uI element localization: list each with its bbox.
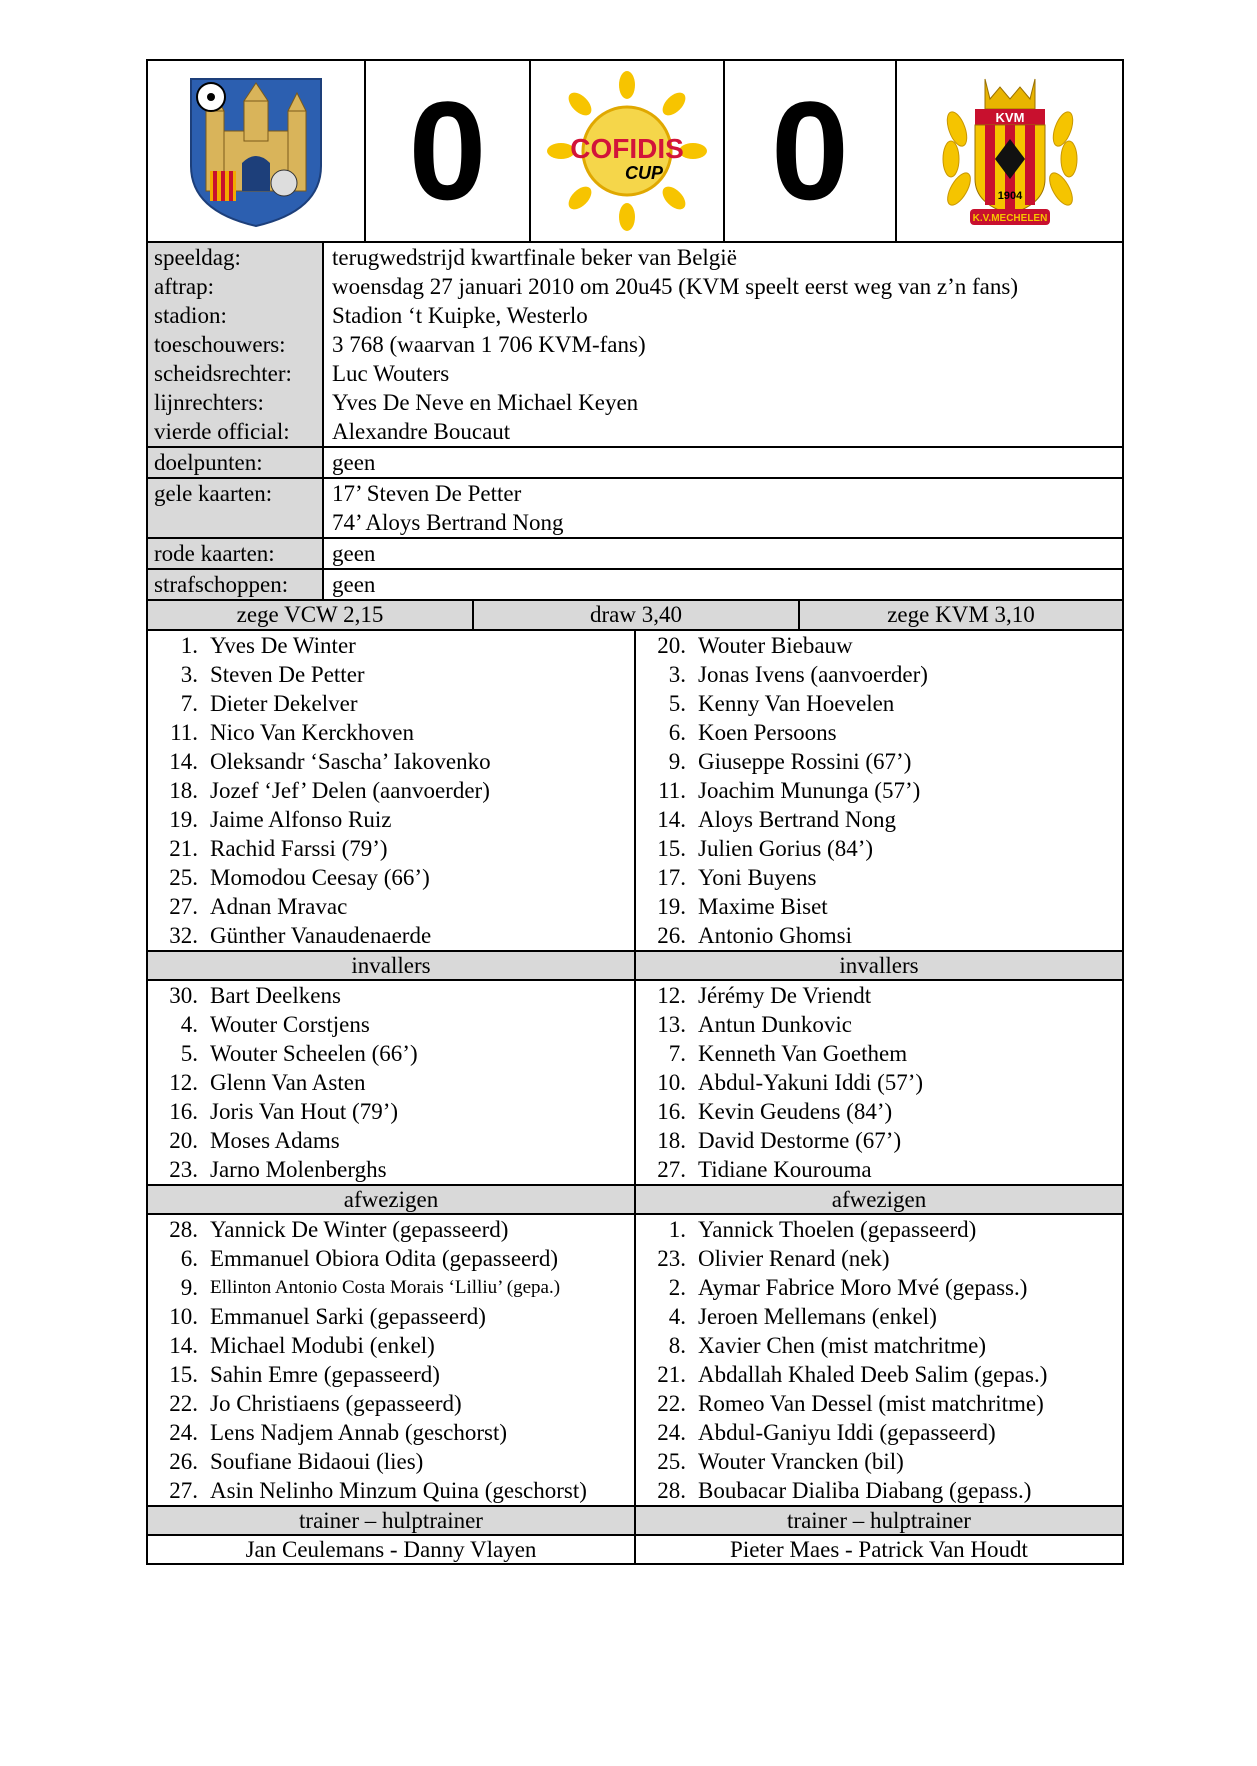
player-number: 10. <box>657 1070 686 1095</box>
player-name: Ellinton Antonio Costa Morais ‘Lilliu’ (gepa.) <box>210 1277 561 1298</box>
player-number: 19. <box>657 894 686 919</box>
info-label: stadion: <box>148 301 324 330</box>
home-lineup <box>148 631 636 950</box>
player-row <box>148 1476 634 1505</box>
player-number: 5. <box>668 691 686 716</box>
red-cards-row <box>146 539 1124 570</box>
absent-header-away: afwezigen <box>636 1184 1122 1215</box>
away-trainers: Pieter Maes - Patrick Van Houdt <box>730 1537 1028 1562</box>
away-logo-cell <box>897 61 1122 241</box>
player-name: Rachid Farssi (79’) <box>210 836 388 861</box>
player-row <box>148 660 634 689</box>
player-row <box>148 1389 634 1418</box>
home-trainers: Jan Ceulemans - Danny Vlayen <box>148 1536 636 1563</box>
info-label: aftrap: <box>148 272 324 301</box>
player-name: Maxime Biset <box>698 894 828 919</box>
red-label: rode kaarten: <box>148 539 324 568</box>
cup-logo-cell <box>531 61 725 241</box>
player-row <box>636 1126 1122 1155</box>
starting-lineups <box>148 631 1122 950</box>
kv-mechelen-crest-icon <box>935 69 1085 234</box>
player-number: 30. <box>169 983 198 1008</box>
player-row <box>148 1418 634 1447</box>
player-row <box>148 1010 634 1039</box>
player-number: 11. <box>658 778 686 803</box>
player-row <box>636 1331 1122 1360</box>
player-name: Giuseppe Rossini (67’) <box>698 749 912 774</box>
player-number: 9. <box>180 1275 198 1300</box>
player-name: Wouter Vrancken (bil) <box>698 1449 904 1474</box>
player-name: Momodou Ceesay (66’) <box>210 865 430 890</box>
player-row <box>148 1331 634 1360</box>
player-number: 6. <box>180 1246 198 1271</box>
player-number: 25. <box>169 865 198 890</box>
player-number: 14. <box>169 1333 198 1358</box>
player-name: Yannick Thoelen (gepasseerd) <box>698 1217 977 1242</box>
player-row <box>148 805 634 834</box>
info-row <box>148 388 1122 417</box>
player-name: Steven De Petter <box>210 662 365 687</box>
player-name: Jérémy De Vriendt <box>698 983 872 1008</box>
player-name: Jozef ‘Jef’ Delen (aanvoerder) <box>210 778 490 803</box>
player-row <box>148 921 634 950</box>
player-number: 10. <box>169 1304 198 1329</box>
player-name: Jarno Molenberghs <box>210 1157 387 1182</box>
player-number: 22. <box>657 1391 686 1416</box>
player-row <box>148 1215 634 1244</box>
player-name: Sahin Emre (gepasseerd) <box>210 1362 440 1387</box>
player-number: 20. <box>657 633 686 658</box>
player-number: 23. <box>169 1157 198 1182</box>
crest-text-kvm: KVM <box>995 109 1024 125</box>
trainer-header-away: trainer – hulptrainer <box>636 1505 1122 1536</box>
player-number: 21. <box>657 1362 686 1387</box>
player-row <box>636 863 1122 892</box>
home-score: 0 <box>408 72 487 229</box>
match-sheet <box>146 59 1124 1565</box>
away-absent <box>636 1215 1122 1505</box>
player-row <box>636 718 1122 747</box>
player-row <box>636 981 1122 1010</box>
player-row <box>148 718 634 747</box>
home-logo-cell <box>148 61 366 241</box>
player-row <box>636 1302 1122 1331</box>
player-number: 3. <box>180 662 198 687</box>
player-name: Yves De Winter <box>210 633 356 658</box>
away-subs <box>636 981 1122 1184</box>
player-row <box>636 689 1122 718</box>
player-number: 19. <box>169 807 198 832</box>
player-number: 15. <box>657 836 686 861</box>
info-value: 3 768 (waarvan 1 706 KVM-fans) <box>332 332 646 357</box>
odds-away: zege KVM 3,10 <box>887 602 1035 627</box>
player-row <box>636 1244 1122 1273</box>
info-label: lijnrechters: <box>148 388 324 417</box>
info-value: woensdag 27 januari 2010 om 20u45 (KVM speelt eerst weg van z’n fans) <box>332 274 1018 299</box>
player-name: Romeo Van Dessel (mist matchritme) <box>698 1391 1044 1416</box>
player-number: 14. <box>657 807 686 832</box>
home-score-cell <box>366 61 531 241</box>
player-row <box>636 805 1122 834</box>
info-row <box>148 359 1122 388</box>
player-name: Tidiane Kourouma <box>698 1157 872 1182</box>
odds-draw: draw 3,40 <box>474 601 800 629</box>
player-name: Kevin Geudens (84’) <box>698 1099 893 1124</box>
player-row <box>636 834 1122 863</box>
player-name: Günther Vanaudenaerde <box>210 923 432 948</box>
info-row <box>148 272 1122 301</box>
info-label: vierde official: <box>148 417 324 446</box>
subs-header-home: invallers <box>148 950 634 981</box>
odds-home: zege VCW 2,15 <box>148 601 474 629</box>
player-name: Asin Nelinho Minzum Quina (geschorst) <box>210 1478 587 1503</box>
player-number: 26. <box>657 923 686 948</box>
home-absent <box>148 1215 636 1505</box>
player-row <box>148 1273 634 1302</box>
info-row <box>148 417 1122 446</box>
player-name: Moses Adams <box>210 1128 340 1153</box>
player-number: 28. <box>657 1478 686 1503</box>
trainer-header-home: trainer – hulptrainer <box>148 1505 634 1536</box>
info-value: Yves De Neve en Michael Keyen <box>332 390 639 415</box>
player-number: 27. <box>169 1478 198 1503</box>
player-row <box>636 1068 1122 1097</box>
player-name: Dieter Dekelver <box>210 691 358 716</box>
player-number: 12. <box>169 1070 198 1095</box>
player-name: Bart Deelkens <box>210 983 341 1008</box>
info-value: Luc Wouters <box>332 361 450 386</box>
player-name: Abdallah Khaled Deeb Salim (gepas.) <box>698 1362 1048 1387</box>
absentees <box>148 1215 1122 1505</box>
player-row <box>148 1039 634 1068</box>
player-number: 27. <box>169 894 198 919</box>
player-number: 20. <box>169 1128 198 1153</box>
player-name: Wouter Corstjens <box>210 1012 370 1037</box>
player-number: 3. <box>668 662 686 687</box>
player-number: 28. <box>169 1217 198 1242</box>
player-number: 21. <box>169 836 198 861</box>
player-number: 14. <box>169 749 198 774</box>
player-row <box>148 1360 634 1389</box>
player-name: Wouter Scheelen (66’) <box>210 1041 418 1066</box>
away-score: 0 <box>771 72 849 229</box>
player-name: Jeroen Mellemans (enkel) <box>698 1304 937 1329</box>
player-number: 24. <box>657 1420 686 1445</box>
cup-name: COFIDIS <box>570 133 684 164</box>
player-row <box>636 1155 1122 1184</box>
player-number: 16. <box>657 1099 686 1124</box>
player-row <box>148 1447 634 1476</box>
player-name: David Destorme (67’) <box>698 1128 902 1153</box>
penalties-value: geen <box>332 572 376 597</box>
odds-row <box>146 601 1124 631</box>
player-name: Joris Van Hout (79’) <box>210 1099 399 1124</box>
player-row <box>636 1039 1122 1068</box>
player-number: 24. <box>169 1420 198 1445</box>
player-row <box>148 1126 634 1155</box>
player-row <box>636 1215 1122 1244</box>
player-row <box>148 863 634 892</box>
info-row <box>148 330 1122 359</box>
player-row <box>148 747 634 776</box>
info-value: terugwedstrijd kwartfinale beker van België <box>332 245 737 270</box>
goals-label: doelpunten: <box>148 448 324 477</box>
player-row <box>148 981 634 1010</box>
crest-year: 1904 <box>997 189 1022 202</box>
player-row <box>148 1155 634 1184</box>
player-number: 8. <box>668 1333 686 1358</box>
player-name: Lens Nadjem Annab (geschorst) <box>210 1420 508 1445</box>
cup-sub: CUP <box>625 163 664 183</box>
player-name: Jaime Alfonso Ruiz <box>210 807 392 832</box>
substitutes <box>148 981 1122 1184</box>
info-label: scheidsrechter: <box>148 359 324 388</box>
player-name: Jonas Ivens (aanvoerder) <box>698 662 928 687</box>
yellow-cards-row <box>146 479 1124 539</box>
player-name: Julien Gorius (84’) <box>698 836 874 861</box>
player-name: Xavier Chen (mist matchritme) <box>698 1333 987 1358</box>
cofidis-cup-logo <box>547 71 707 231</box>
player-row <box>148 689 634 718</box>
info-label: speeldag: <box>148 243 324 272</box>
player-name: Wouter Biebauw <box>698 633 853 658</box>
player-row <box>148 1302 634 1331</box>
player-number: 2. <box>668 1275 686 1300</box>
player-name: Joachim Mununga (57’) <box>698 778 921 803</box>
away-lineup <box>636 631 1122 950</box>
player-name: Abdul-Ganiyu Iddi (gepasseerd) <box>698 1420 996 1445</box>
player-number: 32. <box>169 923 198 948</box>
player-number: 1. <box>668 1217 686 1242</box>
player-row <box>636 921 1122 950</box>
goals-row <box>146 448 1124 479</box>
score-header <box>146 59 1124 243</box>
player-number: 23. <box>657 1246 686 1271</box>
player-row <box>148 1244 634 1273</box>
player-number: 22. <box>169 1391 198 1416</box>
player-row <box>148 776 634 805</box>
absent-header-home: afwezigen <box>148 1184 634 1215</box>
player-name: Michael Modubi (enkel) <box>210 1333 435 1358</box>
player-name: Emmanuel Obiora Odita (gepasseerd) <box>210 1246 559 1271</box>
subs-header-away: invallers <box>636 950 1122 981</box>
player-number: 7. <box>668 1041 686 1066</box>
player-number: 15. <box>169 1362 198 1387</box>
info-row <box>148 243 1122 272</box>
player-name: Antonio Ghomsi <box>698 923 852 948</box>
goals-value: geen <box>332 450 376 475</box>
player-name: Kenneth Van Goethem <box>698 1041 908 1066</box>
player-number: 1. <box>180 633 198 658</box>
player-number: 16. <box>169 1099 198 1124</box>
player-name: Antun Dunkovic <box>698 1012 852 1037</box>
player-row <box>636 1447 1122 1476</box>
info-label: toeschouwers: <box>148 330 324 359</box>
player-name: Aymar Fabrice Moro Mvé (gepass.) <box>698 1275 1028 1300</box>
player-row <box>148 1097 634 1126</box>
info-value: Stadion ‘t Kuipke, Westerlo <box>332 303 588 328</box>
player-name: Oleksandr ‘Sascha’ Iakovenko <box>210 749 491 774</box>
penalties-row <box>146 570 1124 601</box>
yellow-card-1: 17’ Steven De Petter <box>332 481 522 506</box>
player-row <box>636 1476 1122 1505</box>
player-name: Yoni Buyens <box>698 865 817 890</box>
player-number: 6. <box>668 720 686 745</box>
player-row <box>636 1389 1122 1418</box>
player-row <box>636 1418 1122 1447</box>
player-name: Glenn Van Asten <box>210 1070 366 1095</box>
player-name: Boubacar Dialiba Diabang (gepass.) <box>698 1478 1032 1503</box>
player-name: Aloys Bertrand Nong <box>698 807 897 832</box>
player-name: Koen Persoons <box>698 720 837 745</box>
player-row <box>148 631 634 660</box>
player-row <box>636 747 1122 776</box>
player-name: Adnan Mravac <box>210 894 348 919</box>
player-number: 17. <box>657 865 686 890</box>
player-number: 9. <box>668 749 686 774</box>
player-row <box>148 834 634 863</box>
player-number: 7. <box>180 691 198 716</box>
player-number: 25. <box>657 1449 686 1474</box>
home-subs <box>148 981 636 1184</box>
player-number: 13. <box>657 1012 686 1037</box>
player-number: 4. <box>668 1304 686 1329</box>
player-row <box>636 1360 1122 1389</box>
player-row <box>636 660 1122 689</box>
player-name: Kenny Van Hoevelen <box>698 691 895 716</box>
player-number: 4. <box>180 1012 198 1037</box>
player-row <box>636 892 1122 921</box>
player-name: Yannick De Winter (gepasseerd) <box>210 1217 509 1242</box>
player-number: 18. <box>169 778 198 803</box>
away-score-cell <box>725 61 897 241</box>
lineups <box>146 631 1124 1565</box>
player-number: 12. <box>657 983 686 1008</box>
yellow-card-2: 74’ Aloys Bertrand Nong <box>332 510 564 535</box>
player-row <box>636 1010 1122 1039</box>
player-row <box>636 1273 1122 1302</box>
red-value: geen <box>332 541 376 566</box>
player-number: 26. <box>169 1449 198 1474</box>
player-number: 18. <box>657 1128 686 1153</box>
info-row <box>148 301 1122 330</box>
westerlo-crest-icon <box>176 71 336 231</box>
penalties-label: strafschoppen: <box>148 570 324 599</box>
player-name: Emmanuel Sarki (gepasseerd) <box>210 1304 486 1329</box>
player-number: 11. <box>170 720 198 745</box>
player-name: Abdul-Yakuni Iddi (57’) <box>698 1070 924 1095</box>
yellow-label: gele kaarten: <box>148 479 324 537</box>
player-row <box>636 1097 1122 1126</box>
info-value: Alexandre Boucaut <box>332 419 511 444</box>
player-name: Jo Christiaens (gepasseerd) <box>210 1391 462 1416</box>
player-number: 5. <box>180 1041 198 1066</box>
crest-text-club: K.V.MECHELEN <box>972 212 1047 224</box>
player-name: Nico Van Kerckhoven <box>210 720 414 745</box>
player-row <box>636 631 1122 660</box>
player-name: Olivier Renard (nek) <box>698 1246 890 1271</box>
player-row <box>148 892 634 921</box>
match-info <box>146 243 1124 448</box>
player-number: 27. <box>657 1157 686 1182</box>
player-row <box>148 1068 634 1097</box>
player-name: Soufiane Bidaoui (lies) <box>210 1449 424 1474</box>
player-row <box>636 776 1122 805</box>
